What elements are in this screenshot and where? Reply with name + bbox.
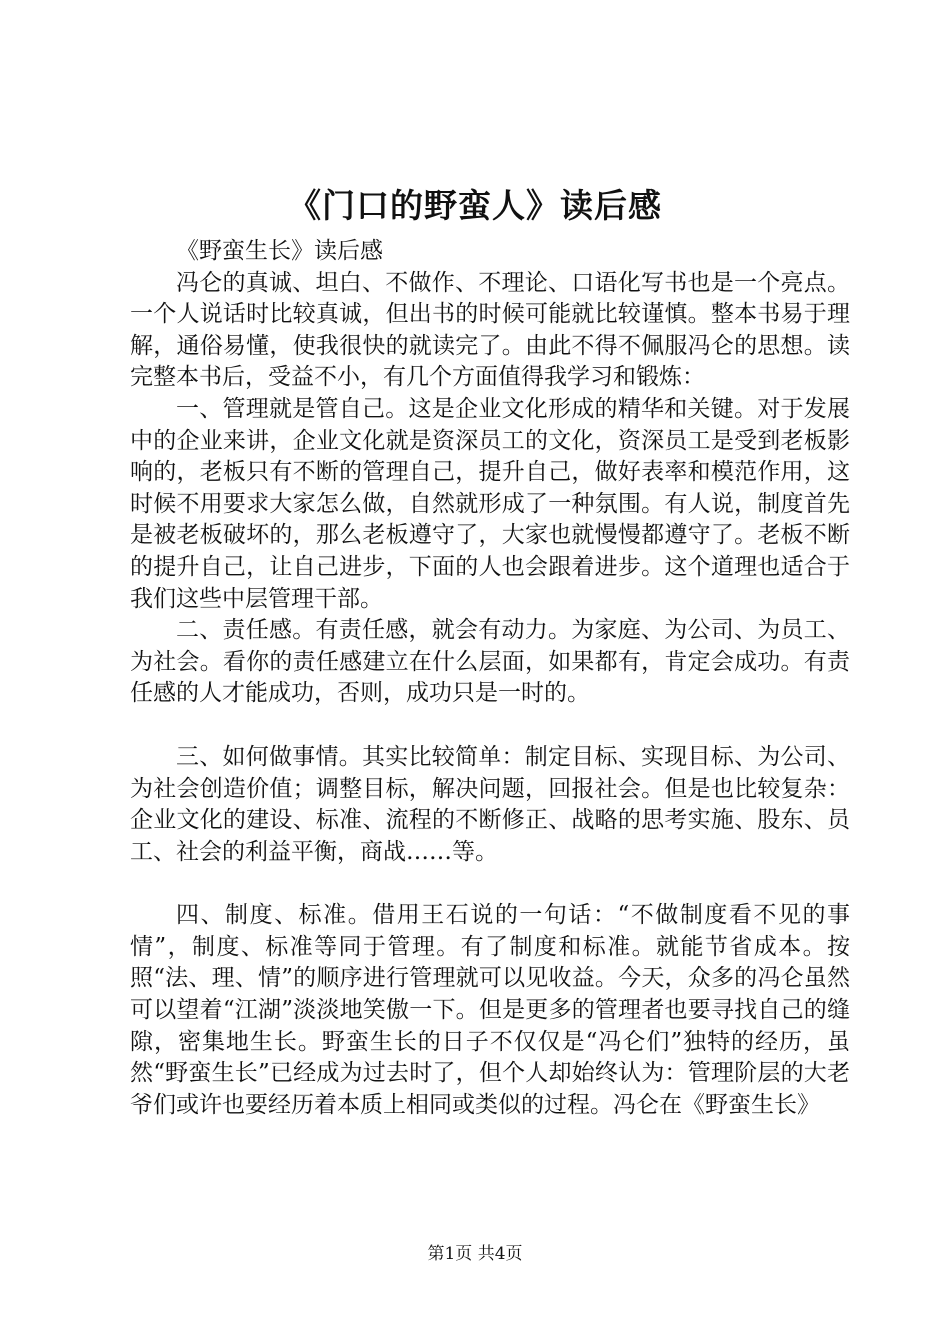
point-two-paragraph: 二、责任感。有责任感，就会有动力。为家庭、为公司、为员工、为社会。看你的责任感建立在什么层面，如果都有，肯定会成功。有责任感的人才能成功，否则，成功只是一时的。 [130, 617, 850, 707]
subtitle-paragraph: 《野蛮生长》读后感 [176, 238, 383, 264]
point-four-paragraph: 四、制度、标准。借用王石说的一句话：“不做制度看不见的事情”，制度、标准等同于管理。有了制度和标准。就能节省成本。按照“法、理、情”的顺序进行管理就可以见收益。今天，众多的冯仑虽然可以望着“江湖”淡淡地笑傲一下。但是更多的管理者也要寻找自己的缝隙，密集地生长。野蛮生长的日子不仅仅是“冯仑们”独特的经历，虽然“野蛮生长”已经成为过去时了，但个人却始终认为：管理阶层的大老爷们或许也要经历着本质上相同或类似的过程。冯仑在《野蛮生长》 [130, 902, 850, 1118]
intro-paragraph: 冯仑的真诚、坦白、不做作、不理论、口语化写书也是一个亮点。一个人说话时比较真诚，但出书的时候可能就比较谨慎。整本书易于理解，通俗易懂，使我很快的就读完了。由此不得不佩服冯仑的思想。读完整本书后，受益不小，有几个方面值得我学习和锻炼： [130, 269, 850, 391]
point-three-paragraph: 三、如何做事情。其实比较简单：制定目标、实现目标、为公司、为社会创造价值；调整目标，解决问题，回报社会。但是也比较复杂：企业文化的建设、标准、流程的不断修正、战略的思考实施、股东、员工、社会的利益平衡，商战……等。 [130, 743, 850, 865]
point-one-paragraph: 一、管理就是管自己。这是企业文化形成的精华和关键。对于发展中的企业来讲，企业文化就是资深员工的文化，资深员工是受到老板影响的，老板只有不断的管理自己，提升自己，做好表率和模范作用，这时候不用要求大家怎么做，自然就形成了一种氛围。有人说，制度首先是被老板破坏的，那么老板遵守了，大家也就慢慢都遵守了。老板不断的提升自己，让自己进步，下面的人也会跟着进步。这个道理也适合于我们这些中层管理干部。 [130, 395, 850, 612]
document-title: 《门口的野蛮人》读后感 [288, 186, 662, 225]
page-footer: 第1页 共4页 [427, 1244, 523, 1264]
document-body [130, 236, 850, 1121]
